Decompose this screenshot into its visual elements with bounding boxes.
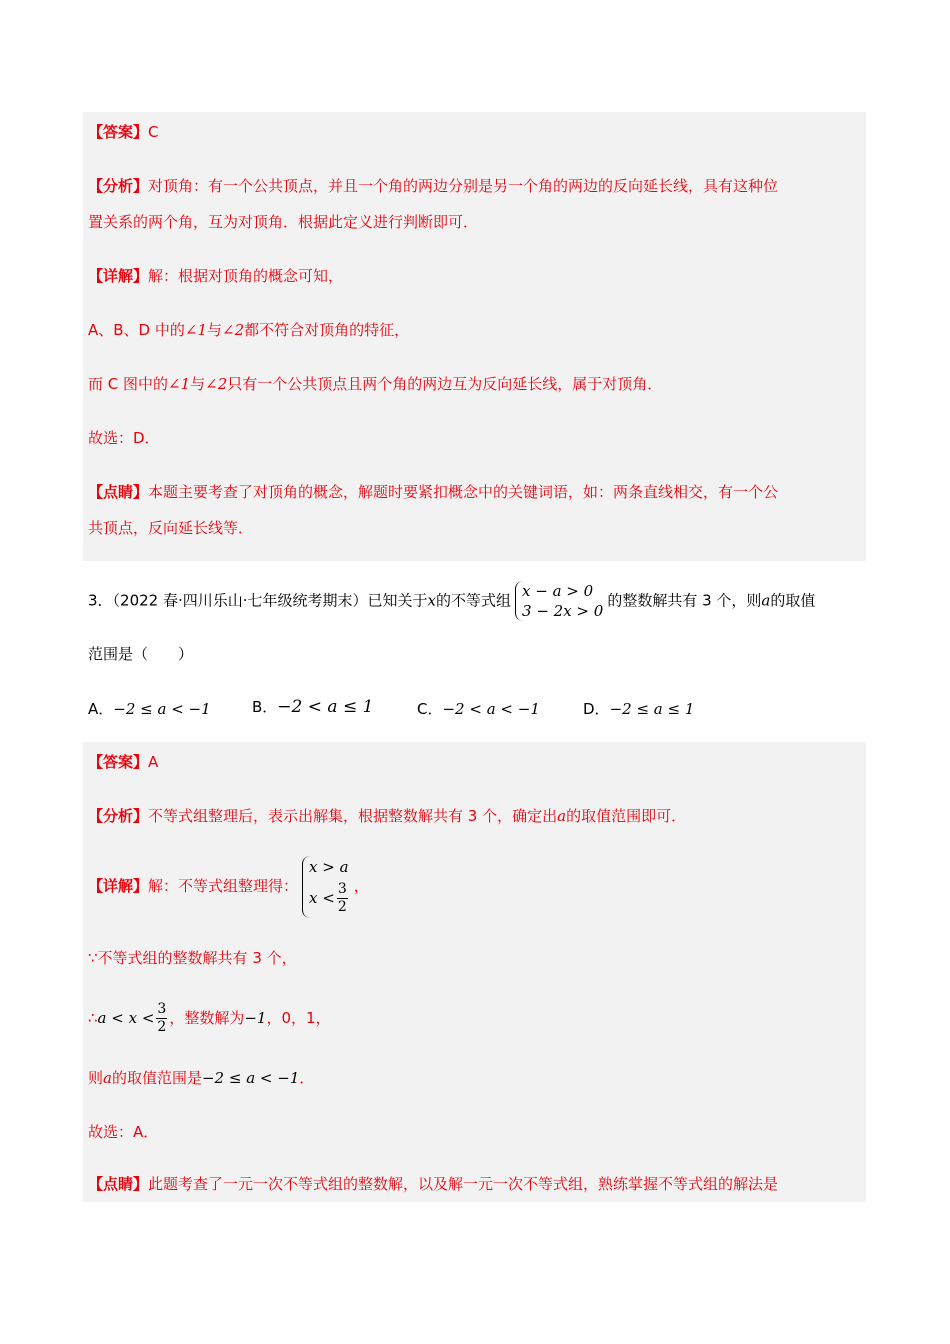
- inequality-system: [515, 581, 603, 621]
- then-text-a: 则: [88, 1069, 104, 1087]
- option-a[interactable]: [88, 698, 211, 719]
- q2-comment-text1: 本题主要考查了对顶角的概念，解题时要紧扣概念中的关键词语，如：两条直线相交，有一个公: [148, 483, 779, 501]
- integer-minus-one: −1: [244, 1009, 267, 1027]
- fraction-denominator: 2: [337, 899, 347, 915]
- q2-analysis-text1: 对顶角：有一个公共顶点，并且一个角的两边分别是另一个角的两边的反向延长线，具有这种位: [148, 177, 779, 195]
- var-a: a: [557, 807, 567, 825]
- q3-answer-value: A: [148, 753, 159, 771]
- option-a-expr: −2 ≤ a < −1: [113, 700, 211, 718]
- option-d-expr: −2 ≤ a ≤ 1: [609, 700, 695, 718]
- angle1: ∠1: [184, 321, 207, 339]
- q3-comment-text1: 此题考查了一元一次不等式组的整数解，以及解一元一次不等式组，熟练掌握不等式组的解法是: [148, 1175, 779, 1193]
- q2-detail-text1: 解：根据对顶角的概念可知，: [148, 267, 344, 285]
- q2-detail-line2: [88, 319, 409, 341]
- q3-therefore-line: [88, 997, 331, 1039]
- q2-detail-line4: 故选：D．: [88, 429, 160, 447]
- option-c[interactable]: [417, 698, 540, 719]
- q3-answer-tag: 【答案】: [88, 753, 149, 771]
- q2-answer-line: [88, 121, 159, 143]
- fraction-numerator: 3: [337, 881, 347, 897]
- q3-analysis-text-b: 的取值范围即可．: [566, 807, 687, 825]
- fraction-three-halves: [337, 881, 348, 916]
- q3-analysis-line: [88, 805, 686, 827]
- therefore-text-c: ，0，1，: [266, 1009, 331, 1027]
- q2-detail-text3c: 只有一个公共顶点且两个角的两边互为反向延长线，属于对顶角．: [227, 375, 663, 393]
- option-b-label: B．: [252, 698, 278, 716]
- q3-analysis-tag: 【分析】: [88, 807, 149, 825]
- option-d-label: D．: [583, 700, 610, 718]
- solved-system: [302, 856, 350, 918]
- option-d[interactable]: [583, 698, 694, 719]
- q2-detail-text2a: A、B、D 中的: [88, 321, 185, 339]
- option-b[interactable]: [252, 696, 373, 717]
- q2-detail-text3a: 而 C 图中的: [88, 375, 169, 393]
- angle1: ∠1: [168, 375, 191, 393]
- q3-stem-text-a: 3．（2022 春·四川乐山·七年级统考期末）已知关于: [88, 591, 428, 610]
- q2-comment-tag: 【点睛】: [88, 483, 149, 501]
- q2-comment-line2: 共顶点，反向延长线等．: [88, 519, 254, 537]
- q3-detail-text-b: ，: [353, 877, 369, 895]
- therefore-expr: a < x <: [97, 1009, 155, 1027]
- solved-row-2: [309, 878, 350, 918]
- q3-then-line: [88, 1067, 314, 1089]
- q3-answer-line: [88, 751, 158, 773]
- fraction-numerator: 3: [157, 1001, 167, 1017]
- q3-comment-tag: 【点睛】: [88, 1175, 149, 1193]
- q2-analysis-tag: 【分析】: [88, 177, 149, 195]
- therefore-symbol: ∴: [88, 1009, 98, 1027]
- q2-answer-value: C: [148, 123, 159, 141]
- fraction-denominator: 2: [157, 1019, 167, 1035]
- q3-comment-line1: [88, 1173, 778, 1195]
- q3-detail-line: [88, 853, 369, 919]
- therefore-text-b: ，整数解为: [169, 1009, 245, 1027]
- var-x: x: [427, 591, 436, 610]
- q3-stem-line1: [88, 581, 815, 621]
- q3-stem-text-c: 的整数解共有 3 个，则: [607, 591, 762, 610]
- option-a-label: A．: [88, 700, 114, 718]
- q2-comment-line1: [88, 481, 778, 503]
- q2-analysis-line2: 置关系的两个角，互为对顶角．根据此定义进行判断即可．: [88, 213, 479, 231]
- fraction-three-halves: [156, 1001, 167, 1036]
- var-a: a: [103, 1069, 112, 1087]
- q2-detail-line1: [88, 265, 343, 287]
- q3-analysis-text-a: 不等式组整理后，表示出解集，根据整数解共有 3 个，确定出: [148, 807, 558, 825]
- q3-stem-text-b: 的不等式组: [436, 591, 512, 610]
- q3-stem-text-d: 的取值: [770, 591, 816, 610]
- option-c-label: C．: [417, 700, 443, 718]
- q2-answer-tag: 【答案】: [88, 123, 149, 141]
- q3-stem-line2: 范围是（ ）: [88, 645, 194, 663]
- angle2: ∠2: [205, 375, 228, 393]
- q2-analysis-line1: [88, 175, 778, 197]
- q2-detail-text2b: 与: [207, 321, 223, 339]
- system-row-2: 3 − 2x > 0: [522, 602, 604, 620]
- solved-row-1: x > a: [309, 857, 349, 876]
- q3-detail-tag: 【详解】: [88, 877, 149, 895]
- q2-detail-tag: 【详解】: [88, 267, 149, 285]
- q2-detail-text2c: 都不符合对顶角的特征，: [244, 321, 410, 339]
- then-text-b: 的取值范围是: [111, 1069, 202, 1087]
- then-text-c: ．: [299, 1069, 315, 1087]
- q3-detail-text-a: 解：不等式组整理得：: [148, 877, 299, 895]
- q2-detail-text3b: 与: [190, 375, 206, 393]
- q2-detail-line3: [88, 373, 662, 395]
- q3-choose-line: 故选：A．: [88, 1123, 159, 1141]
- solved-row-2-expr: x <: [309, 888, 335, 907]
- angle2: ∠2: [222, 321, 245, 339]
- system-row-1: x − a > 0: [522, 582, 594, 600]
- var-a: a: [761, 591, 771, 610]
- option-c-expr: −2 < a < −1: [442, 700, 540, 718]
- q3-because-line: ∵不等式组的整数解共有 3 个，: [88, 949, 297, 967]
- range-expr: −2 ≤ a < −1: [201, 1069, 300, 1087]
- option-b-expr: −2 < a ≤ 1: [277, 697, 374, 717]
